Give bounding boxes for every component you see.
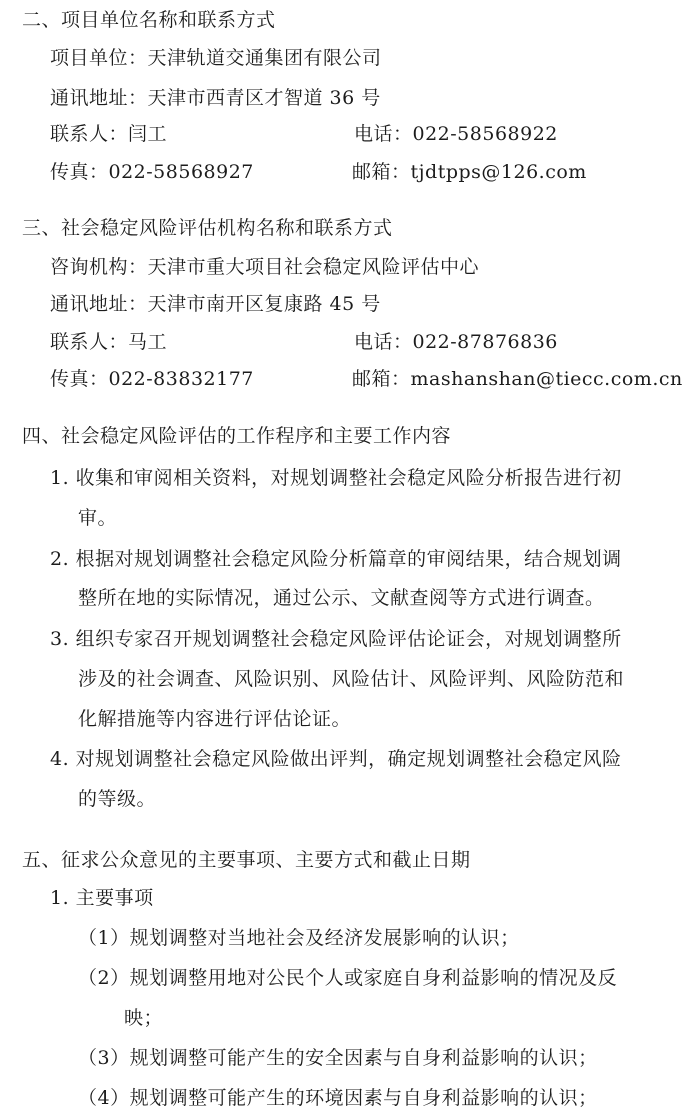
main-matters-heading: 1. 主要事项 [50,887,154,909]
matter-2-line1: （2）规划调整用地对公民个人或家庭自身利益影响的情况及反 [78,967,618,989]
project-address: 通讯地址：天津市西青区才智道 36 号 [50,87,381,109]
matter-2-line2: 映； [124,1007,164,1029]
project-email: 邮箱：tjdtpps@126.com [352,161,587,183]
agency-contact: 联系人：马工 [50,331,168,353]
project-fax: 传真：022-58568927 [50,161,254,183]
agency-phone: 电话：022-87876836 [354,331,558,353]
agency-address: 通讯地址：天津市南开区复康路 45 号 [50,293,381,315]
step3-line3: 化解措施等内容进行评估论证。 [78,708,352,730]
project-unit: 项目单位：天津轨道交通集团有限公司 [50,47,382,69]
step4-line1: 4. 对规划调整社会稳定风险做出评判，确定规划调整社会稳定风险 [50,748,622,770]
step2-line2: 整所在地的实际情况，通过公示、文献查阅等方式进行调查。 [78,587,605,609]
agency-fax: 传真：022-83832177 [50,368,254,390]
section2-heading: 二、项目单位名称和联系方式 [22,9,276,31]
step1-line1: 1. 收集和审阅相关资料，对规划调整社会稳定风险分析报告进行初 [50,467,622,489]
section5-heading: 五、征求公众意见的主要事项、主要方式和截止日期 [22,849,471,871]
project-contact: 联系人：闫工 [50,123,168,145]
agency-email: 邮箱：mashanshan@tiecc.com.cn [352,368,683,390]
step4-line2: 的等级。 [78,788,157,810]
project-phone: 电话：022-58568922 [354,123,558,145]
step3-line2: 涉及的社会调查、风险识别、风险估计、风险评判、风险防范和 [78,668,625,690]
matter-1: （1）规划调整对当地社会及经济发展影响的认识； [78,927,520,949]
step3-line1: 3. 组织专家召开规划调整社会稳定风险评估论证会，对规划调整所 [50,628,622,650]
step2-line1: 2. 根据对规划调整社会稳定风险分析篇章的审阅结果，结合规划调 [50,548,622,570]
section4-heading: 四、社会稳定风险评估的工作程序和主要工作内容 [22,425,452,447]
step1-line2: 审。 [78,507,118,529]
agency-name: 咨询机构：天津市重大项目社会稳定风险评估中心 [50,256,480,278]
section3-heading: 三、社会稳定风险评估机构名称和联系方式 [22,217,393,239]
matter-3: （3）规划调整可能产生的安全因素与自身利益影响的认识； [78,1047,598,1069]
matter-4: （4）规划调整可能产生的环境因素与自身利益影响的认识； [78,1087,598,1109]
